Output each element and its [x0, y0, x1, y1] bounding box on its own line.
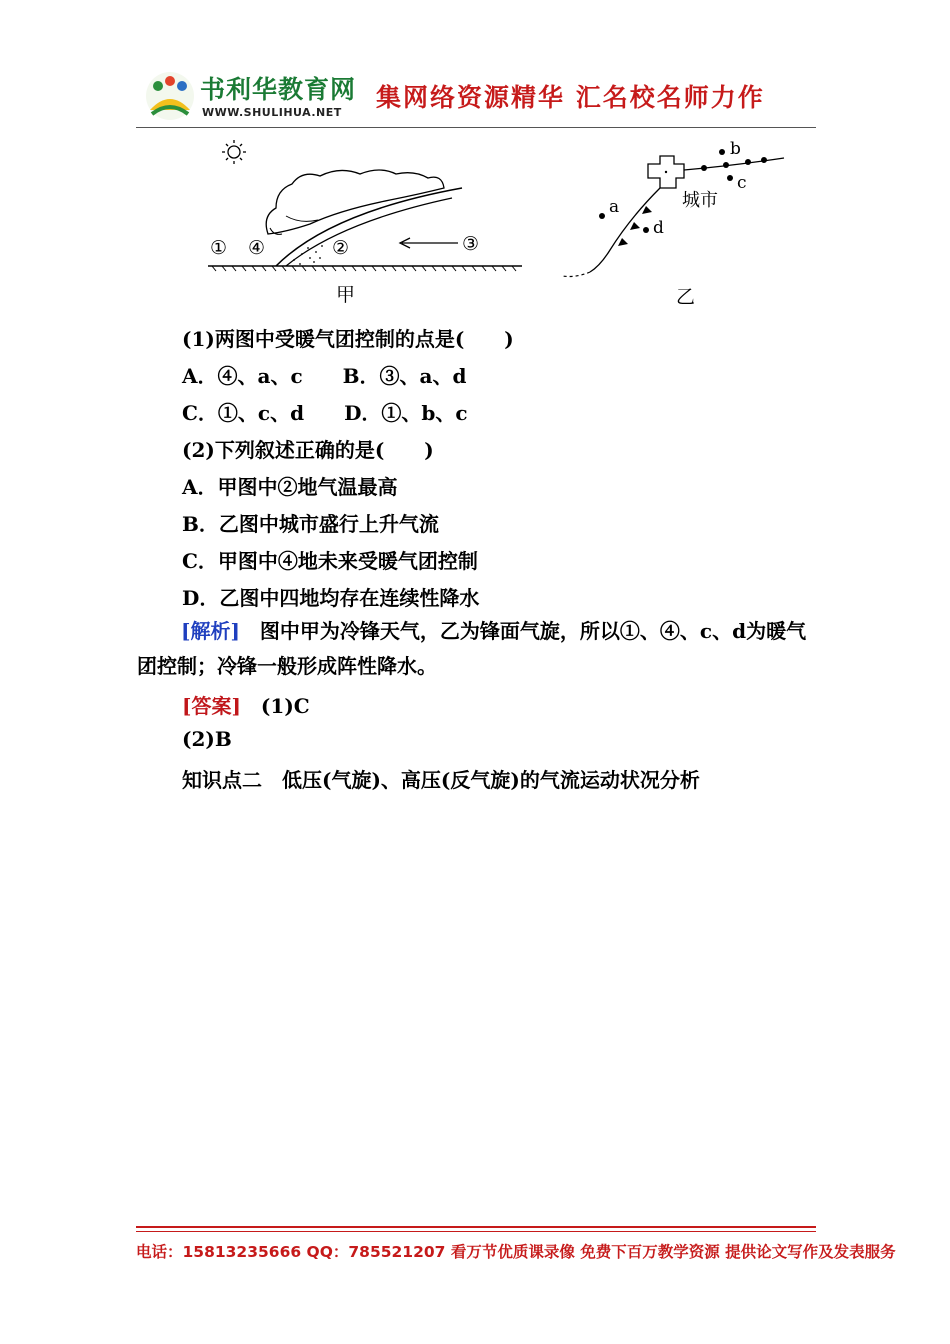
jia-point-2: ② [332, 237, 350, 259]
question2-stem: (2)下列叙述正确的是( ) [182, 438, 434, 462]
question2-option-b: B．乙图中城市盛行上升气流 [182, 512, 439, 536]
sun-icon [222, 140, 246, 164]
logo-icon [144, 70, 196, 122]
yi-point-d: d [653, 218, 664, 238]
cloud-shape [266, 170, 444, 234]
figure-label-jia: 甲 [336, 284, 356, 306]
question1-stem: (1)两图中受暖气团控制的点是( ) [182, 327, 514, 351]
airflow-arrow [400, 238, 458, 248]
section-title: 知识点二 低压(气旋)、高压(反气旋)的气流运动状况分析 [182, 768, 700, 792]
header-divider [136, 127, 816, 128]
brand-url: WWW.SHULIHUA.NET [202, 106, 342, 119]
jia-point-1: ① [210, 237, 228, 259]
jia-point-3: ③ [462, 233, 480, 255]
warm-front-markers [701, 157, 767, 171]
analysis-tag: [解析] [181, 619, 240, 643]
front-diagrams [190, 132, 810, 312]
cold-front-markers [618, 206, 652, 246]
city-label: 城市 [682, 190, 718, 211]
question2-option-c: C．甲图中④地未来受暖气团控制 [182, 549, 478, 573]
page-header [136, 64, 816, 128]
question2-option-a: A．甲图中②地气温最高 [182, 475, 398, 499]
footer-divider-thin [136, 1231, 816, 1232]
warm-front-line [684, 158, 784, 170]
answer-2: (2)B [182, 727, 232, 751]
yi-point-a: a [609, 197, 620, 217]
figure-label-yi: 乙 [676, 286, 696, 308]
yi-point-c: c [737, 173, 747, 193]
answer-tag: [答案] [182, 694, 241, 718]
answer-1: (1)C [240, 694, 310, 718]
answer-line-1 [182, 690, 310, 719]
yi-point-b: b [730, 139, 741, 159]
analysis-text: 图中甲为冷锋天气，乙为锋面气旋，所以①、④、c、d为暖气团控制；冷锋一般形成阵性降水。 [137, 619, 807, 678]
analysis-paragraph [137, 614, 817, 684]
question1-options-row1: A．④、a、c B．③、a、d [182, 364, 467, 388]
footer-contact: 电话：15813235666 QQ：785521207 看万节优质课录像 免费下百万教学资源 提供论文写作及发表服务 [136, 1243, 896, 1261]
footer-divider-thick [136, 1226, 816, 1228]
weather-figure [190, 132, 810, 312]
cold-front-line [590, 188, 660, 272]
brand-name: 书利华教育网 [200, 75, 357, 104]
cold-front-tail [562, 272, 590, 277]
header-slogan: 集网络资源精华 汇名校名师力作 [376, 83, 765, 112]
question2-option-d: D．乙图中四地均存在连续性降水 [182, 586, 480, 610]
jia-point-4: ④ [248, 237, 266, 259]
question1-options-row2: C．①、c、d D．①、b、c [182, 401, 468, 425]
